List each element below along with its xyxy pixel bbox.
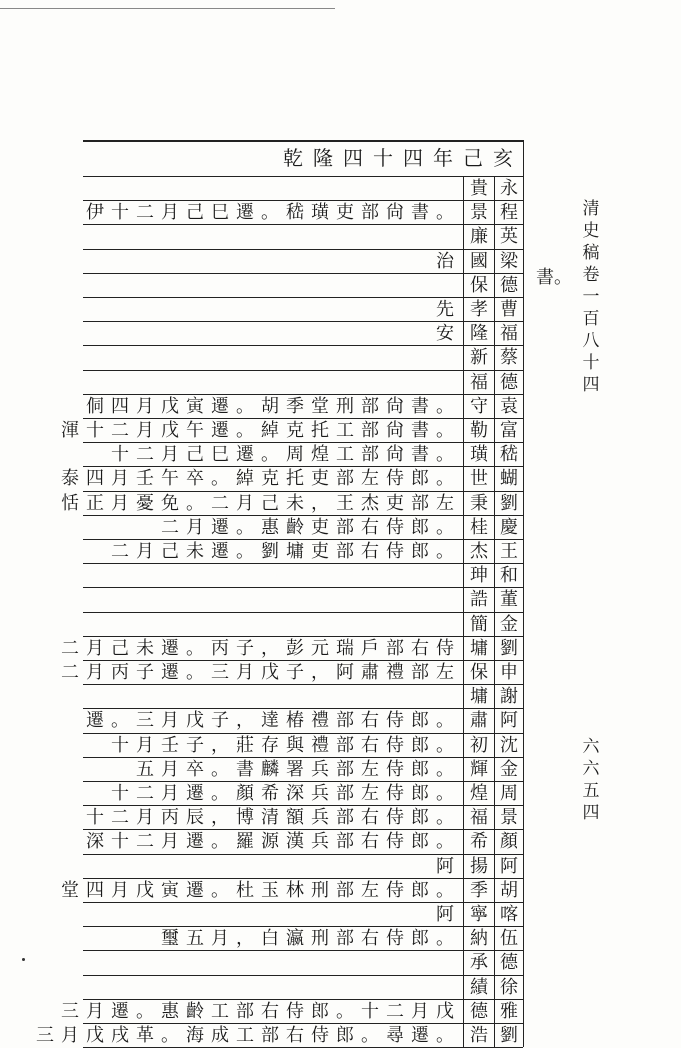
row-rule [83, 176, 523, 177]
surname-cell: 申 [500, 662, 518, 683]
row-rule [83, 515, 523, 516]
table-row [83, 709, 523, 733]
row-rule [83, 781, 523, 782]
record-text: 三月戊戌革。海成工部右侍郎。尋遷。 [36, 1025, 461, 1046]
record-text: 五月卒。書麟署兵部左侍郎。 [136, 758, 461, 780]
surname-cell: 徐 [500, 976, 518, 998]
table-row [83, 225, 523, 249]
table-row [83, 443, 523, 467]
given-name-cell: 納 [470, 928, 488, 950]
record-text: 二月己未遷。劉墉吏部右侍郎。 [111, 541, 461, 562]
row-rule [83, 370, 523, 371]
table-row [83, 830, 523, 854]
row-rule [83, 394, 523, 395]
given-name-cell: 國 [470, 250, 488, 272]
table-row [61, 1000, 523, 1024]
row-rule [83, 297, 523, 298]
side-title: 清史稿卷一百八十四 [582, 199, 600, 395]
table-row [83, 782, 523, 806]
surname-cell: 金 [500, 758, 518, 780]
given-name-cell: 廉 [470, 226, 488, 248]
given-name-cell: 墉 [470, 637, 488, 659]
record-text: 渾十二月戊午遷。綽克托工部尙書。 [61, 420, 461, 441]
row-rule [83, 854, 523, 855]
table-row [83, 250, 523, 274]
record-text: 侗四月戊寅遷。胡季堂刑部尙書。 [86, 395, 461, 417]
surname-cell: 和 [500, 565, 518, 587]
row-rule [83, 1023, 523, 1024]
row-rule [83, 345, 523, 346]
surname-cell: 福 [500, 323, 518, 345]
record-text: 阿 [436, 855, 461, 877]
given-name-cell: 孝 [470, 299, 488, 320]
row-rule [83, 926, 523, 927]
margin-note: 書。 [536, 267, 572, 288]
surname-cell: 胡 [500, 879, 518, 901]
row-rule [83, 975, 523, 976]
surname-cell: 喀 [500, 904, 518, 925]
surname-cell: 袁 [500, 395, 518, 417]
row-rule [83, 950, 523, 951]
table-row [83, 685, 523, 709]
record-text: 阿 [436, 904, 461, 925]
table-row [83, 806, 523, 830]
given-name-cell: 勒 [470, 420, 488, 441]
row-rule [83, 733, 523, 734]
surname-cell: 王 [500, 541, 518, 562]
row-rule [83, 902, 523, 903]
given-name-cell: 肅 [470, 710, 488, 732]
surname-cell: 阿 [500, 855, 518, 877]
surname-cell: 謝 [500, 686, 518, 708]
given-name-cell: 景 [470, 202, 488, 224]
table-row [83, 177, 523, 201]
record-text: 堂四月戊寅遷。杜玉林刑部左侍郎。 [61, 879, 461, 901]
row-rule [83, 140, 523, 142]
surname-cell: 金 [500, 613, 518, 635]
surname-cell: 梁 [500, 250, 518, 272]
row-rule [83, 200, 523, 201]
column-rule [494, 176, 495, 1047]
given-name-cell: 寧 [470, 904, 488, 925]
page-mark [22, 958, 25, 961]
surname-cell: 永 [500, 178, 518, 199]
table-row [83, 734, 523, 758]
given-name-cell: 浩 [470, 1025, 488, 1046]
given-name-cell: 揚 [470, 855, 488, 877]
record-text: 十二月己巳遷。周煌工部尙書。 [111, 444, 461, 466]
table-row [83, 540, 523, 564]
given-name-cell: 簡 [470, 613, 488, 635]
record-text: 先 [436, 299, 461, 320]
page-number: 六六五四 [582, 737, 600, 823]
surname-cell: 董 [500, 589, 518, 611]
given-name-cell: 新 [470, 347, 488, 369]
record-text: 十二月遷。顏希深兵部左侍郎。 [111, 783, 461, 804]
given-name-cell: 福 [470, 807, 488, 829]
table-row [83, 298, 523, 322]
table-row [36, 1024, 523, 1048]
given-name-cell: 輝 [470, 758, 488, 780]
table-row [83, 201, 523, 225]
row-rule [83, 805, 523, 806]
table-row [83, 613, 523, 637]
column-rule [523, 140, 524, 1047]
given-name-cell: 桂 [470, 516, 488, 538]
given-name-cell: 珅 [470, 565, 488, 587]
record-text: 十二月丙辰，博清額兵部右侍郎。 [86, 807, 461, 829]
given-name-cell: 績 [470, 976, 488, 998]
surname-cell: 英 [500, 226, 518, 248]
table-row [61, 419, 523, 443]
table-row [61, 879, 523, 903]
row-rule [83, 418, 523, 419]
record-text: 二月己未遷。丙子，彭元瑞戶部右侍 [61, 637, 461, 659]
table-row [83, 564, 523, 588]
surname-cell: 程 [500, 202, 518, 224]
table-row [83, 951, 523, 975]
surname-cell: 德 [500, 371, 518, 393]
surname-cell: 劉 [500, 637, 518, 659]
surname-cell: 阿 [500, 710, 518, 732]
row-rule [83, 321, 523, 322]
surname-cell: 嵇 [500, 444, 518, 466]
column-rule [463, 176, 464, 1047]
given-name-cell: 承 [470, 952, 488, 974]
given-name-cell: 隆 [470, 323, 488, 345]
row-rule [83, 587, 523, 588]
table-row [83, 927, 523, 951]
given-name-cell: 保 [470, 662, 488, 683]
surname-cell: 周 [500, 783, 518, 804]
record-text: 璽五月，白瀛刑部右侍郎。 [161, 928, 461, 950]
surname-cell: 劉 [500, 1025, 518, 1046]
table-row [83, 346, 523, 370]
table-row [61, 467, 523, 491]
record-text: 二月遷。惠齡吏部右侍郎。 [161, 516, 461, 538]
table-row [61, 661, 523, 685]
record-text: 恬正月憂免。二月己未，王杰吏部左 [61, 492, 461, 514]
table-row [61, 492, 523, 516]
top-rule [0, 8, 335, 9]
given-name-cell: 璜 [470, 444, 488, 466]
surname-cell: 慶 [500, 516, 518, 538]
given-name-cell: 守 [470, 395, 488, 417]
row-rule [83, 708, 523, 709]
given-name-cell: 誥 [470, 589, 488, 611]
row-rule [83, 878, 523, 879]
given-name-cell: 希 [470, 831, 488, 853]
row-rule [83, 636, 523, 637]
given-name-cell: 杰 [470, 541, 488, 562]
row-rule [83, 442, 523, 443]
record-text: 遷。三月戊子，達椿禮部右侍郎。 [86, 710, 461, 732]
table-row [83, 516, 523, 540]
table-row [83, 371, 523, 395]
table-row [83, 855, 523, 879]
surname-cell: 蔡 [500, 347, 518, 369]
record-text: 伊十二月己巳遷。嵇璜吏部尙書。 [86, 202, 461, 224]
surname-cell: 雅 [500, 1000, 518, 1022]
surname-cell: 德 [500, 952, 518, 974]
given-name-cell: 保 [470, 274, 488, 296]
table-row [83, 976, 523, 1000]
table-row [83, 322, 523, 346]
given-name-cell: 秉 [470, 492, 488, 514]
given-name-cell: 煌 [470, 783, 488, 804]
record-text: 治 [436, 250, 461, 272]
row-rule [83, 466, 523, 467]
given-name-cell: 墉 [470, 686, 488, 708]
given-name-cell: 季 [470, 879, 488, 901]
table-row [83, 758, 523, 782]
table-row [61, 637, 523, 661]
surname-cell: 伍 [500, 928, 518, 950]
table-row [83, 395, 523, 419]
surname-cell: 德 [500, 274, 518, 296]
row-rule [83, 684, 523, 685]
table-row [83, 588, 523, 612]
given-name-cell: 德 [470, 1000, 488, 1022]
row-rule [83, 829, 523, 830]
surname-cell: 蝴 [500, 468, 518, 490]
row-rule [83, 612, 523, 613]
row-rule [83, 539, 523, 540]
given-name-cell: 福 [470, 371, 488, 393]
given-name-cell: 貴 [470, 178, 488, 199]
row-rule [83, 660, 523, 661]
row-rule [83, 249, 523, 250]
surname-cell: 沈 [500, 734, 518, 756]
table-row [83, 274, 523, 298]
row-rule [83, 491, 523, 492]
row-rule [83, 273, 523, 274]
row-rule [83, 757, 523, 758]
row-rule [83, 563, 523, 564]
surname-cell: 曹 [500, 299, 518, 320]
table-header-year: 乾隆四十四年己亥 [283, 146, 523, 170]
row-rule [83, 224, 523, 225]
surname-cell: 景 [500, 807, 518, 829]
record-text: 泰四月壬午卒。綽克托吏部左侍郎。 [61, 468, 461, 490]
surname-cell: 富 [500, 420, 518, 441]
table-row [83, 903, 523, 927]
official-table [36, 140, 523, 1046]
record-text: 三月遷。惠齡工部右侍郎。十二月戊 [61, 1000, 461, 1022]
surname-cell: 顏 [500, 831, 518, 853]
record-text: 二月丙子遷。三月戊子，阿肅禮部左 [61, 662, 461, 683]
surname-cell: 劉 [500, 492, 518, 514]
given-name-cell: 世 [470, 468, 488, 490]
record-text: 安 [436, 323, 461, 345]
record-text: 深十二月遷。羅源漢兵部右侍郎。 [86, 831, 461, 853]
given-name-cell: 初 [470, 734, 488, 756]
record-text: 十月壬子，莊存與禮部右侍郎。 [111, 734, 461, 756]
